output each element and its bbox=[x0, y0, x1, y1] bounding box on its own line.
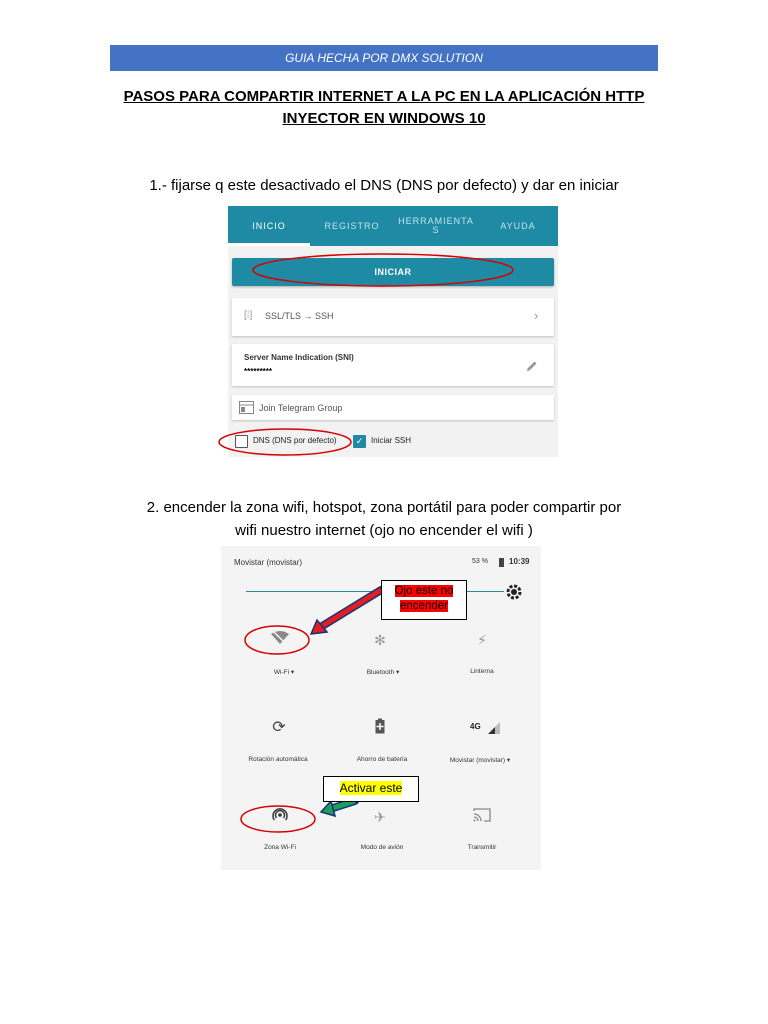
activate-label: Activar este bbox=[339, 781, 403, 795]
airplane-mode-icon[interactable]: ✈ bbox=[374, 809, 386, 825]
ssh-checkbox-label: Iniciar SSH bbox=[371, 436, 412, 445]
title-line-2: INYECTOR EN WINDOWS 10 bbox=[282, 110, 486, 127]
cast-tile-label[interactable]: Transmitir bbox=[467, 844, 497, 851]
flashlight-icon[interactable]: ⚡ bbox=[477, 632, 487, 648]
step-1-text: 1.- fijarse q este desactivado el DNS (DNS por defecto) y dar en iniciar bbox=[149, 177, 619, 194]
telegram-label: Join Telegram Group bbox=[259, 403, 343, 413]
tab-herramientas[interactable] bbox=[394, 206, 478, 246]
ssh-checkbox[interactable]: ✓ bbox=[353, 435, 366, 448]
mode-label: SSL/TLS → SSH bbox=[265, 311, 334, 321]
clock: 10:39 bbox=[509, 557, 530, 566]
iniciar-button[interactable]: INICIAR bbox=[232, 258, 554, 286]
battery-percent: 53 % bbox=[472, 558, 488, 565]
wifi-highlight-ellipse bbox=[245, 626, 309, 654]
battery-saver-tile-label[interactable]: Ahorro de batería bbox=[356, 756, 408, 763]
guide-banner: GUIA HECHA POR DMX SOLUTION bbox=[110, 45, 658, 71]
sni-label: Server Name Indication (SNI) bbox=[244, 353, 354, 362]
hotspot-tile-label[interactable]: Zona Wi-Fi bbox=[264, 844, 296, 851]
annotation-ellipses-1 bbox=[215, 248, 560, 463]
green-arrow-head bbox=[321, 801, 335, 816]
wifi-tile-label[interactable]: Wi-Fi ▾ bbox=[273, 669, 295, 676]
step-2-line-2: wifi nuestro internet (ojo no encender el wifi ) bbox=[235, 522, 533, 539]
red-arrow-shaft bbox=[319, 590, 381, 628]
tab-ayuda[interactable]: AYUDA bbox=[500, 221, 536, 231]
document-title bbox=[100, 86, 668, 130]
carrier-label: Movistar (movistar) bbox=[234, 558, 303, 567]
chevron-right-icon: › bbox=[534, 308, 539, 323]
bluetooth-icon[interactable]: ✻ bbox=[374, 632, 386, 648]
mobile-data-tile-label[interactable]: Movistar (movistar) ▾ bbox=[449, 757, 511, 764]
green-arrow-shaft bbox=[333, 801, 355, 808]
step-2-line-1: 2. encender la zona wifi, hotspot, zona portátil para poder compartir por bbox=[146, 499, 622, 516]
tunnel-icon: [⁞] bbox=[244, 310, 253, 321]
tab-herramientas-line-2: S bbox=[432, 225, 440, 235]
iniciar-highlight-ellipse bbox=[253, 254, 513, 286]
sni-value: ********* bbox=[244, 367, 273, 376]
rotation-tile-label[interactable]: Rotación automática bbox=[248, 756, 308, 763]
warning-callout bbox=[381, 580, 467, 620]
hotspot-highlight-ellipse bbox=[241, 806, 315, 832]
bluetooth-tile-label[interactable]: Bluetooth ▾ bbox=[366, 669, 400, 676]
tab-herramientas-line-1: HERRAMIENTA bbox=[398, 216, 474, 226]
warning-line-2: encender bbox=[400, 600, 448, 612]
airplane-tile-label[interactable]: Modo de avión bbox=[360, 844, 404, 851]
warning-line-1: Ojo este no bbox=[394, 585, 454, 597]
step-2-text bbox=[100, 496, 668, 542]
dns-highlight-ellipse bbox=[219, 429, 351, 455]
activate-callout bbox=[323, 776, 419, 802]
title-line-1: PASOS PARA COMPARTIR INTERNET A LA PC EN LA APLICACIÓN HTTP bbox=[123, 88, 645, 105]
flashlight-tile-label[interactable]: Linterna bbox=[470, 668, 494, 675]
tab-inicio[interactable]: INICIO bbox=[252, 221, 286, 231]
network-type-badge: 4G bbox=[470, 722, 481, 731]
dns-checkbox-label: DNS (DNS por defecto) bbox=[253, 436, 337, 445]
tab-registro[interactable]: REGISTRO bbox=[324, 221, 380, 231]
active-tab-indicator bbox=[228, 243, 310, 246]
auto-rotate-icon[interactable]: ⟳ bbox=[272, 719, 286, 736]
